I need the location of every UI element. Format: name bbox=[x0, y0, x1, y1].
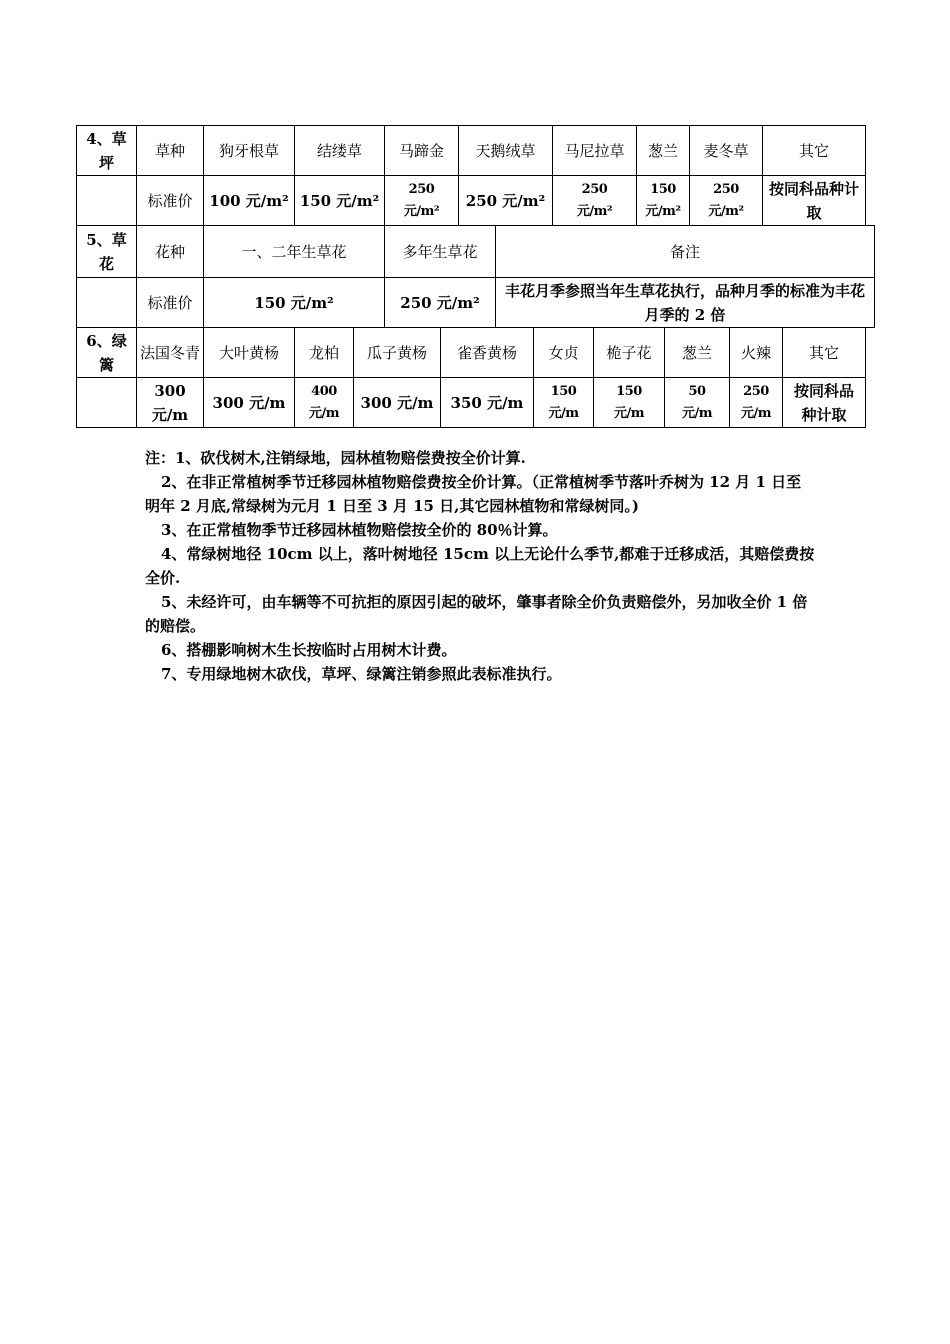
lawn-species-cell: 马蹄金 bbox=[384, 125, 459, 176]
note-line: 2、在非正常植树季节迁移园林植物赔偿费按全价计算。（正常植树季节落叶乔树为 12 月 1 日至明年 2 月底,常绿树为元月 1 日至 3 月 15 日,其它园林植物和常绿树同。) bbox=[145, 473, 802, 515]
flowers-price-cell: 250 元/m² bbox=[384, 277, 496, 328]
lawn-price-header: 标准价 bbox=[136, 175, 204, 226]
hedge-species-cell: 葱兰 bbox=[664, 327, 730, 378]
hedge-species-cell: 大叶黄杨 bbox=[203, 327, 295, 378]
lawn-section-label: 4、草坪 bbox=[76, 125, 137, 176]
hedge-price-cell: 150 元/m bbox=[593, 377, 665, 428]
note-line: 注：1、砍伐树木,注销绿地，园林植物赔偿费按全价计算. bbox=[145, 449, 526, 467]
lawn-price-cell: 250 元/m² bbox=[384, 175, 459, 226]
hedge-species-cell: 其它 bbox=[782, 327, 866, 378]
flowers-species-header: 花种 bbox=[136, 225, 204, 278]
hedge-species-cell: 火辣 bbox=[729, 327, 783, 378]
lawn-species-cell: 葱兰 bbox=[636, 125, 690, 176]
empty-cell bbox=[76, 277, 137, 328]
hedge-price-cell: 250 元/m bbox=[729, 377, 783, 428]
note-line: 3、在正常植物季节迁移园林植物赔偿按全价的 80％计算。 bbox=[161, 521, 558, 539]
note-line: 6、搭棚影响树木生长按临时占用树木计费。 bbox=[161, 641, 457, 659]
flowers-species-cell: 多年生草花 bbox=[384, 225, 496, 278]
flowers-remark-header: 备注 bbox=[495, 225, 875, 278]
hedge-price-cell: 400 元/m bbox=[294, 377, 354, 428]
price-table bbox=[0, 0, 950, 440]
flowers-species-cell: 一、二年生草花 bbox=[203, 225, 385, 278]
hedge-section-label: 6、绿篱 bbox=[76, 327, 137, 378]
hedge-price-cell: 300 元/m bbox=[353, 377, 441, 428]
lawn-price-cell: 按同科品种计取 bbox=[762, 175, 866, 226]
lawn-price-cell: 250 元/m² bbox=[458, 175, 553, 226]
empty-cell bbox=[76, 175, 137, 226]
note-line: 5、未经许可，由车辆等不可抗拒的原因引起的破坏，肇事者除全价负责赔偿外，另加收全价 1 倍的赔偿。 bbox=[145, 593, 808, 635]
lawn-price-cell: 250 元/m² bbox=[689, 175, 763, 226]
hedge-species-cell: 女贞 bbox=[533, 327, 594, 378]
hedge-species-cell: 法国冬青 bbox=[136, 327, 204, 378]
hedge-price-cell: 按同科品种计取 bbox=[782, 377, 866, 428]
flowers-section-label: 5、草花 bbox=[76, 225, 137, 278]
lawn-species-cell: 天鹅绒草 bbox=[458, 125, 553, 176]
flowers-price-cell: 150 元/m² bbox=[203, 277, 385, 328]
lawn-price-cell: 100 元/m² bbox=[203, 175, 295, 226]
lawn-species-cell: 麦冬草 bbox=[689, 125, 763, 176]
hedge-species-cell: 雀香黄杨 bbox=[440, 327, 534, 378]
lawn-species-header: 草种 bbox=[136, 125, 204, 176]
note-line: 7、专用绿地树木砍伐，草坪、绿篱注销参照此表标准执行。 bbox=[161, 665, 562, 683]
lawn-price-cell: 150 元/m² bbox=[294, 175, 385, 226]
flowers-remark-cell: 丰花月季参照当年生草花执行，品种月季的标准为丰花月季的 2 倍 bbox=[495, 277, 875, 328]
lawn-species-cell: 狗牙根草 bbox=[203, 125, 295, 176]
flowers-price-header: 标准价 bbox=[136, 277, 204, 328]
lawn-species-cell: 其它 bbox=[762, 125, 866, 176]
hedge-species-cell: 龙柏 bbox=[294, 327, 354, 378]
lawn-species-cell: 结缕草 bbox=[294, 125, 385, 176]
empty-cell bbox=[76, 377, 137, 428]
lawn-price-cell: 250 元/m² bbox=[552, 175, 637, 226]
hedge-species-cell: 桅子花 bbox=[593, 327, 665, 378]
notes-section bbox=[145, 446, 815, 686]
hedge-species-cell: 瓜子黄杨 bbox=[353, 327, 441, 378]
hedge-price-cell: 300 元/m bbox=[203, 377, 295, 428]
lawn-species-cell: 马尼拉草 bbox=[552, 125, 637, 176]
lawn-price-cell: 150 元/m² bbox=[636, 175, 690, 226]
hedge-price-cell: 350 元/m bbox=[440, 377, 534, 428]
note-line: 4、常绿树地径 10cm 以上，落叶树地径 15cm 以上无论什么季节,都难于迁移成活，其赔偿费按全价. bbox=[145, 545, 815, 587]
hedge-price-cell: 300 元/m bbox=[136, 377, 204, 428]
hedge-price-cell: 150 元/m bbox=[533, 377, 594, 428]
hedge-price-cell: 50 元/m bbox=[664, 377, 730, 428]
